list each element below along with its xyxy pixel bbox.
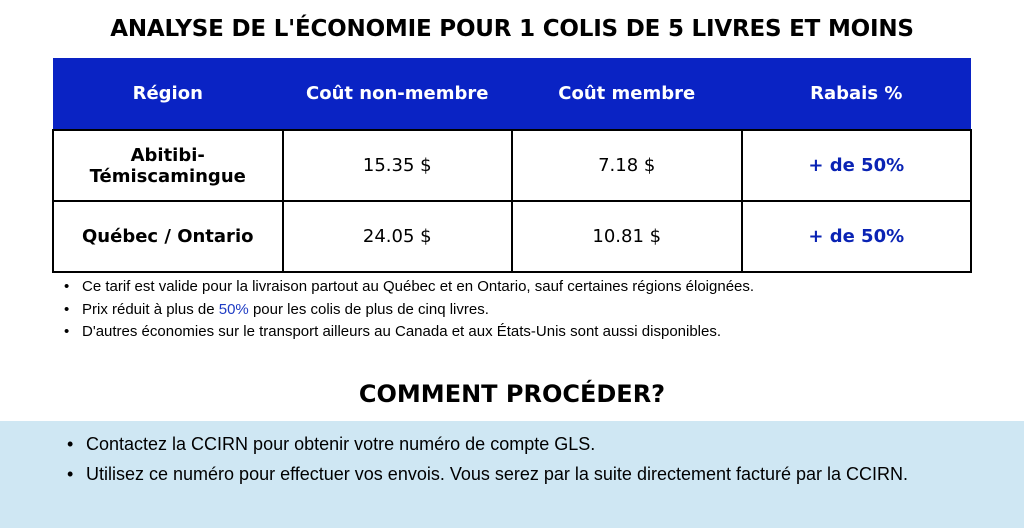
note-text: D'autres économies sur le transport ailleurs au Canada et aux États-Unis sont aussi disponibles. bbox=[82, 323, 722, 340]
table-row bbox=[53, 201, 971, 272]
how-to-title: COMMENT PROCÉDER? bbox=[358, 380, 666, 408]
table-header-row bbox=[53, 58, 971, 130]
step-item: • Contactez la CCIRN pour obtenir votre numéro de compte GLS. bbox=[64, 429, 964, 459]
column-header-discount: Rabais % bbox=[742, 58, 972, 130]
savings-table bbox=[52, 58, 972, 273]
note-text: Prix réduit à plus de bbox=[82, 300, 219, 318]
note-item bbox=[62, 299, 1002, 322]
column-header-member-cost: Coût membre bbox=[512, 58, 742, 130]
page-title: ANALYSE DE L'ÉCONOMIE POUR 1 COLIS DE 5 LIVRES ET MOINS bbox=[110, 16, 914, 42]
discount-cell: + de 50% bbox=[742, 130, 972, 201]
note-item bbox=[62, 276, 1002, 299]
step-item: • Utilisez ce numéro pour effectuer vos envois. Vous serez par la suite directement facturé par la CCIRN. bbox=[64, 459, 964, 489]
notes-list bbox=[62, 276, 1002, 344]
region-cell: Abitibi-Témiscamingue bbox=[53, 130, 283, 201]
steps-list bbox=[64, 429, 964, 489]
note-text: pour les colis de plus de cinq livres. bbox=[248, 300, 489, 318]
member-cost-cell: 10.81 $ bbox=[512, 201, 742, 272]
column-header-non-member-cost: Coût non-membre bbox=[283, 58, 513, 130]
non-member-cost-cell: 15.35 $ bbox=[283, 130, 513, 201]
note-text: Ce tarif est valide pour la livraison partout au Québec et en Ontario, sauf certaines régions éloignées. bbox=[82, 278, 755, 295]
discount-cell: + de 50% bbox=[742, 201, 972, 272]
member-cost-cell: 7.18 $ bbox=[512, 130, 742, 201]
non-member-cost-cell: 24.05 $ bbox=[283, 201, 513, 272]
steps-panel bbox=[0, 421, 1024, 528]
note-item bbox=[62, 321, 1002, 344]
table-row bbox=[53, 130, 971, 201]
column-header-region: Région bbox=[53, 58, 283, 130]
note-highlight: 50% bbox=[218, 300, 249, 318]
region-cell: Québec / Ontario bbox=[53, 201, 283, 272]
